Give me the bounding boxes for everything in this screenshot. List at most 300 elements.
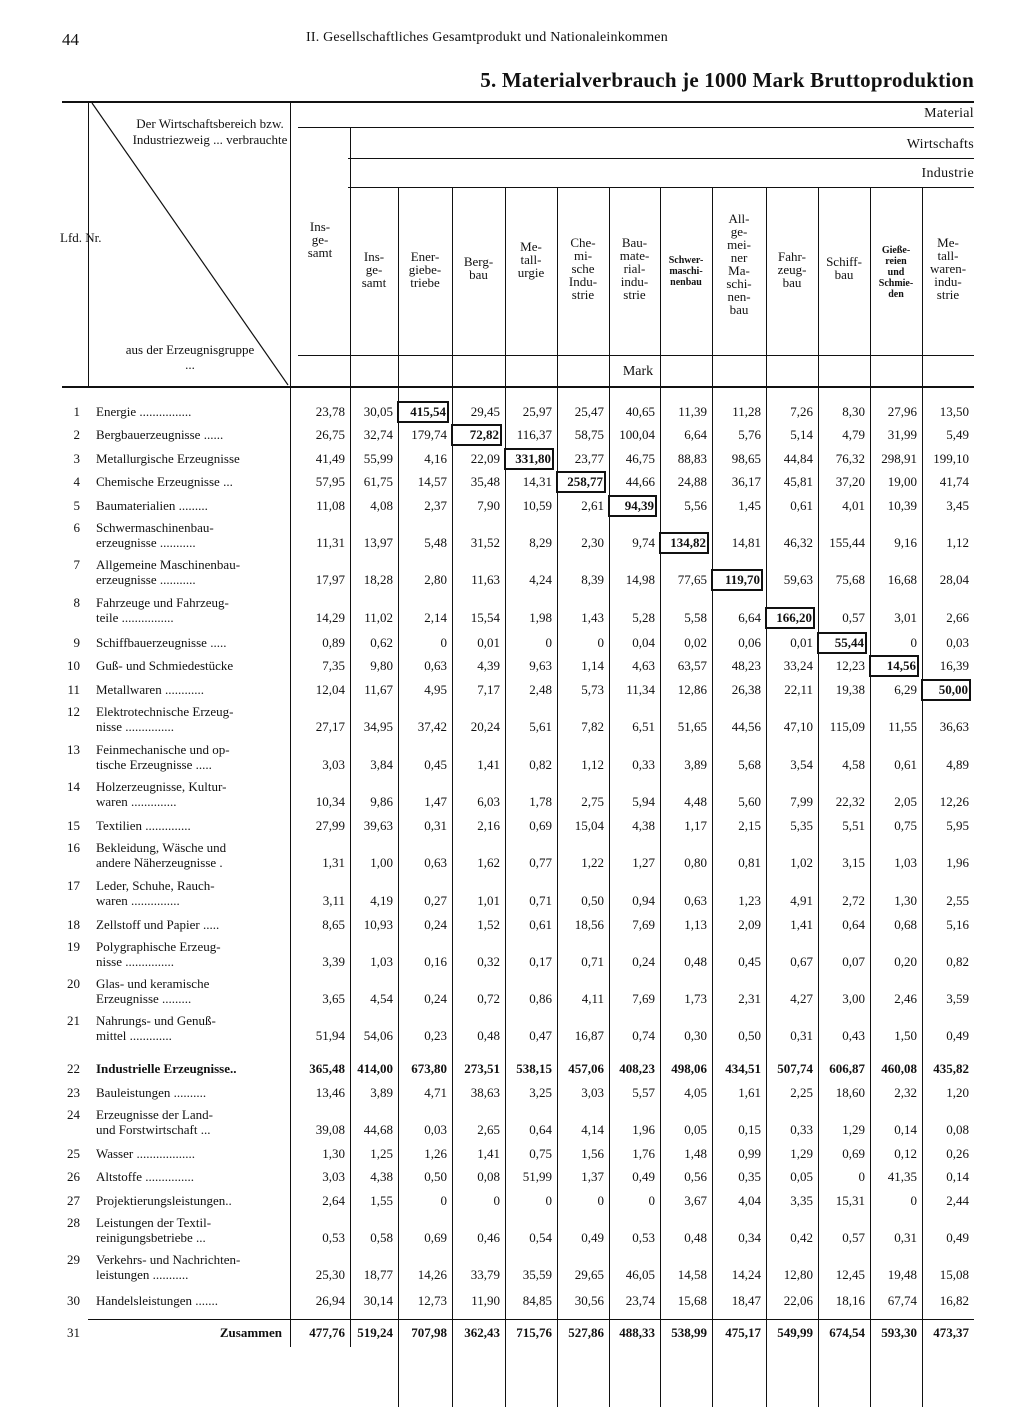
- table-cell: 0,14: [894, 1122, 917, 1137]
- table-cell: 179,74: [411, 427, 447, 442]
- table-cell: 4,58: [842, 757, 865, 772]
- table-cell: 0,14: [946, 1169, 969, 1184]
- column-header-8: Schwer- maschi- nenbau: [668, 255, 704, 288]
- corner-top-text: Der Wirtschaftsbereich bzw. Industriezweig ... verbrauchte: [132, 116, 288, 147]
- table-cell: 2,75: [581, 794, 604, 809]
- table-cell: 11,08: [316, 498, 345, 513]
- table-cell: 5,60: [738, 794, 761, 809]
- table-cell: 4,14: [581, 1122, 604, 1137]
- table-cell: 23,77: [574, 451, 604, 466]
- table-cell: 549,99: [777, 1325, 813, 1340]
- table-cell: 1,52: [477, 917, 500, 932]
- row-number: 3: [73, 451, 80, 466]
- table-cell: 0,49: [632, 1169, 655, 1184]
- row-label: Glas- und keramische Erzeugnisse .........: [96, 976, 210, 1006]
- table-cell: 12,04: [315, 682, 345, 697]
- table-cell: 4,27: [790, 991, 813, 1006]
- row-label: Bauleistungen ..........: [96, 1085, 207, 1100]
- table-cell: 44,56: [731, 719, 761, 734]
- table-cell: 0,68: [894, 917, 917, 932]
- table-cell: 0,67: [790, 954, 813, 969]
- table-cell: 4,71: [424, 1085, 447, 1100]
- table-cell: 4,48: [684, 794, 707, 809]
- table-cell: 14,57: [417, 474, 447, 489]
- table-cell: 54,06: [363, 1028, 393, 1043]
- table-cell: 0,63: [424, 658, 447, 673]
- band-industrie: Industrie: [921, 166, 974, 181]
- row-number: 30: [67, 1293, 80, 1308]
- row-number: 28: [67, 1215, 80, 1230]
- row-number: 23: [67, 1085, 80, 1100]
- table-cell: 8,29: [529, 535, 552, 550]
- table-cell: 1,37: [581, 1169, 604, 1184]
- table-cell: 0,50: [581, 893, 604, 908]
- row-label: Holzerzeugnisse, Kultur- waren ..............: [96, 779, 227, 809]
- table-cell: 5,68: [738, 757, 761, 772]
- table-cell: 3,89: [684, 757, 707, 772]
- table-cell: 14,24: [731, 1267, 761, 1282]
- table-cell: 674,54: [829, 1325, 865, 1340]
- row-label: Leistungen der Textil- reinigungsbetriebe ...: [96, 1215, 212, 1245]
- table-cell: 15,08: [939, 1267, 969, 1282]
- table-cell: 16,87: [574, 1028, 604, 1043]
- page-number: 44: [62, 30, 79, 49]
- table-cell: 1,23: [738, 893, 761, 908]
- table-cell: 2,64: [322, 1193, 345, 1208]
- table-cell: 75,68: [835, 572, 865, 587]
- table-cell: 10,39: [887, 498, 917, 513]
- table-cell: 72,82: [454, 427, 499, 443]
- table-cell: 0,45: [738, 954, 761, 969]
- table-cell: 6,03: [477, 794, 500, 809]
- table-cell: 0,30: [684, 1028, 707, 1043]
- band-wirtschafts: Wirtschafts: [906, 137, 974, 152]
- table-cell: 0,61: [790, 498, 813, 513]
- table-cell: 19,00: [887, 474, 917, 489]
- table-cell: 2,14: [424, 610, 447, 625]
- table-cell: 0,16: [424, 954, 447, 969]
- table-cell: 18,28: [363, 572, 393, 587]
- table-cell: 13,46: [315, 1085, 345, 1100]
- row-label: Nahrungs- und Genuß- mittel .............: [96, 1013, 216, 1043]
- table-cell: 37,42: [417, 719, 447, 734]
- row-label: Leder, Schuhe, Rauch- waren ...............: [96, 878, 215, 908]
- table-cell: 48,23: [731, 658, 761, 673]
- table-cell: 33,24: [783, 658, 813, 673]
- table-cell: 3,11: [322, 893, 345, 908]
- row-number: 16: [67, 840, 80, 855]
- table-cell: 5,35: [790, 818, 813, 833]
- table-cell: 477,76: [309, 1325, 345, 1340]
- table-cell: 0,75: [529, 1146, 552, 1161]
- table-cell: 10,93: [363, 917, 393, 932]
- table-cell: 7,69: [632, 917, 655, 932]
- table-cell: 12,23: [835, 658, 865, 673]
- table-cell: 0: [597, 1193, 604, 1208]
- column-header-7: Bau- mate- rial- indu- strie: [619, 235, 650, 302]
- table-cell: 94,39: [611, 498, 654, 514]
- table-cell: 365,48: [309, 1061, 345, 1076]
- table-cell: 4,91: [790, 893, 813, 908]
- table-cell: 27,99: [315, 818, 345, 833]
- table-cell: 0,82: [946, 954, 969, 969]
- table-cell: 0,32: [477, 954, 500, 969]
- table-cell: 35,48: [470, 474, 500, 489]
- table-cell: 593,30: [881, 1325, 917, 1340]
- table-cell: 5,94: [632, 794, 655, 809]
- row-label: Verkehrs- und Nachrichten- leistungen ...........: [96, 1252, 241, 1282]
- table-cell: 3,03: [322, 1169, 345, 1184]
- table-cell: 0,46: [477, 1230, 500, 1245]
- table-cell: 55,99: [363, 451, 393, 466]
- table-cell: 1,48: [684, 1146, 707, 1161]
- wirtschafts-band-rule: [348, 158, 974, 159]
- table-cell: 0,06: [738, 635, 761, 650]
- table-cell: 3,65: [322, 991, 345, 1006]
- table-cell: 4,63: [632, 658, 655, 673]
- column-divider: [350, 127, 351, 1347]
- table-cell: 29,45: [470, 404, 500, 419]
- table-cell: 23,74: [625, 1293, 655, 1308]
- table-cell: 36,63: [939, 719, 969, 734]
- table-cell: 475,17: [725, 1325, 761, 1340]
- table-cell: 51,94: [315, 1028, 345, 1043]
- table-cell: 11,28: [732, 404, 761, 419]
- table-cell: 4,16: [424, 451, 447, 466]
- table-cell: 7,82: [581, 719, 604, 734]
- table-cell: 0,61: [894, 757, 917, 772]
- table-cell: 15,54: [470, 610, 500, 625]
- column-header-12: Gieße- reien und Schmie- den: [878, 245, 914, 300]
- column-header-3: Ener- giebe- triebe: [408, 249, 442, 290]
- table-cell: 1,41: [477, 1146, 500, 1161]
- table-cell: 0,49: [946, 1028, 969, 1043]
- table-cell: 0,62: [370, 635, 393, 650]
- table-cell: 11,55: [888, 719, 917, 734]
- table-cell: 15,68: [677, 1293, 707, 1308]
- table-cell: 17,97: [315, 572, 345, 587]
- row-number: 25: [67, 1146, 80, 1161]
- table-cell: 0,42: [790, 1230, 813, 1245]
- table-cell: 1,14: [581, 658, 604, 673]
- table-cell: 362,43: [464, 1325, 500, 1340]
- table-cell: 0,45: [424, 757, 447, 772]
- table-cell: 0: [910, 1193, 917, 1208]
- table-cell: 1,55: [370, 1193, 393, 1208]
- table-cell: 18,16: [835, 1293, 865, 1308]
- row-label: Erzeugnisse der Land- und Forstwirtschaft ...: [96, 1107, 213, 1137]
- table-cell: 0,75: [894, 818, 917, 833]
- table-cell: 5,28: [632, 610, 655, 625]
- table-cell: 0,82: [529, 757, 552, 772]
- table-cell: 0,07: [842, 954, 865, 969]
- table-cell: 0,99: [738, 1146, 761, 1161]
- row-number: 18: [67, 917, 80, 932]
- table-cell: 0,24: [632, 954, 655, 969]
- table-cell: 12,26: [939, 794, 969, 809]
- table-cell: 26,75: [315, 427, 345, 442]
- table-cell: 4,08: [370, 498, 393, 513]
- table-cell: 0,31: [790, 1028, 813, 1043]
- table-cell: 4,04: [738, 1193, 761, 1208]
- table-cell: 1,27: [632, 855, 655, 870]
- table-cell: 44,68: [363, 1122, 393, 1137]
- table-cell: 1,01: [477, 893, 500, 908]
- table-cell: 34,95: [363, 719, 393, 734]
- row-label: Chemische Erzeugnisse ...: [96, 474, 233, 489]
- table-cell: 0,50: [738, 1028, 761, 1043]
- table-cell: 18,56: [574, 917, 604, 932]
- table-cell: 55,44: [820, 635, 864, 651]
- table-cell: 3,84: [370, 757, 393, 772]
- table-cell: 1,26: [424, 1146, 447, 1161]
- table-cell: 16,82: [939, 1293, 969, 1308]
- table-cell: 3,67: [684, 1193, 707, 1208]
- table-cell: 39,08: [315, 1122, 345, 1137]
- column-header-6: Che- mi- sche Indu- strie: [568, 235, 598, 302]
- table-cell: 0: [440, 1193, 447, 1208]
- table-cell: 434,51: [725, 1061, 761, 1076]
- row-label: Altstoffe ...............: [96, 1169, 194, 1184]
- table-cell: 538,99: [671, 1325, 707, 1340]
- table-cell: 37,20: [835, 474, 865, 489]
- row-number: 1: [73, 404, 80, 419]
- table-cell: 5,49: [946, 427, 969, 442]
- table-cell: 30,56: [574, 1293, 604, 1308]
- table-cell: 44,66: [625, 474, 655, 489]
- table-cell: 8,30: [842, 404, 865, 419]
- column-header-4: Berg- bau: [463, 254, 494, 282]
- table-cell: 67,74: [887, 1293, 917, 1308]
- table-cell: 1,98: [529, 610, 552, 625]
- table-cell: 0,77: [529, 855, 552, 870]
- table-cell: 1,41: [477, 757, 500, 772]
- row-label: Zellstoff und Papier .....: [96, 917, 220, 932]
- table-cell: 44,84: [783, 451, 813, 466]
- table-cell: 16,68: [887, 572, 917, 587]
- table-cell: 2,30: [581, 535, 604, 550]
- unit-label: Mark: [622, 364, 654, 379]
- table-cell: 0,49: [581, 1230, 604, 1245]
- table-cell: 19,38: [835, 682, 865, 697]
- material-band-rule: [298, 127, 974, 128]
- table-cell: 13,50: [939, 404, 969, 419]
- row-label: Polygraphische Erzeug- nisse ...............: [96, 939, 221, 969]
- table-cell: 51,99: [522, 1169, 552, 1184]
- table-cell: 2,37: [424, 498, 447, 513]
- table-cell: 457,06: [568, 1061, 604, 1076]
- column-header-10: Fahr- zeug- bau: [777, 249, 807, 290]
- table-cell: 155,44: [829, 535, 865, 550]
- table-cell: 435,82: [933, 1061, 969, 1076]
- table-cell: 4,54: [370, 991, 393, 1006]
- table-cell: 0,89: [322, 635, 345, 650]
- table-cell: 0,57: [842, 610, 865, 625]
- table-cell: 25,47: [574, 404, 604, 419]
- table-title: 5. Materialverbrauch je 1000 Mark Bruttoproduktion: [480, 68, 974, 92]
- table-cell: 9,86: [370, 794, 393, 809]
- lfd-nr-header: Lfd. Nr.: [60, 230, 102, 245]
- table-cell: 11,39: [678, 404, 707, 419]
- row-label: Textilien ..............: [96, 818, 191, 833]
- table-cell: 15,31: [835, 1193, 865, 1208]
- table-cell: 0,24: [424, 917, 447, 932]
- table-cell: 473,37: [933, 1325, 969, 1340]
- table-cell: 2,05: [894, 794, 917, 809]
- table-cell: 606,87: [829, 1061, 865, 1076]
- table-cell: 3,54: [790, 757, 813, 772]
- table-cell: 11,90: [471, 1293, 500, 1308]
- table-cell: 408,23: [619, 1061, 655, 1076]
- table-cell: 29,65: [574, 1267, 604, 1282]
- table-cell: 3,39: [322, 954, 345, 969]
- table-cell: 3,00: [842, 991, 865, 1006]
- table-cell: 1,30: [894, 893, 917, 908]
- table-cell: 98,65: [731, 451, 761, 466]
- table-cell: 2,09: [738, 917, 761, 932]
- table-cell: 59,63: [783, 572, 813, 587]
- table-cell: 50,00: [924, 682, 968, 698]
- table-cell: 14,26: [417, 1267, 447, 1282]
- row-label: Projektierungsleistungen..: [96, 1193, 232, 1208]
- table-cell: 707,98: [411, 1325, 447, 1340]
- table-cell: 5,57: [632, 1085, 655, 1100]
- table-cell: 77,65: [677, 572, 707, 587]
- table-cell: 38,63: [470, 1085, 500, 1100]
- table-cell: 5,95: [946, 818, 969, 833]
- table-cell: 0,74: [632, 1028, 655, 1043]
- table-cell: 1,00: [370, 855, 393, 870]
- table-cell: 26,94: [315, 1293, 345, 1308]
- running-head: II. Gesellschaftliches Gesamtprodukt und Nationaleinkommen: [306, 30, 668, 45]
- table-cell: 23,78: [315, 404, 345, 419]
- table-cell: 61,75: [363, 474, 393, 489]
- table-cell: 115,09: [829, 719, 865, 734]
- table-cell: 14,58: [677, 1267, 707, 1282]
- total-rule: [88, 1319, 974, 1320]
- row-label: Bergbauerzeugnisse ......: [96, 427, 224, 442]
- row-number: 26: [67, 1169, 80, 1184]
- table-cell: 134,82: [662, 535, 706, 551]
- row-label: Baumaterialien .........: [96, 498, 208, 513]
- table-cell: 12,86: [677, 682, 707, 697]
- table-cell: 1,50: [894, 1028, 917, 1043]
- table-cell: 31,52: [470, 535, 500, 550]
- table-cell: 1,76: [632, 1146, 655, 1161]
- table-cell: 16,39: [939, 658, 969, 673]
- row-label: Schwermaschinenbau- erzeugnisse ...........: [96, 520, 214, 550]
- table-cell: 0,08: [477, 1169, 500, 1184]
- table-cell: 0,34: [738, 1230, 761, 1245]
- table-cell: 76,32: [835, 451, 865, 466]
- table-cell: 46,05: [625, 1267, 655, 1282]
- table-cell: 0,61: [529, 917, 552, 932]
- table-cell: 1,61: [738, 1085, 761, 1100]
- table-cell: 0: [858, 1169, 865, 1184]
- row-number: 19: [67, 939, 80, 954]
- table-cell: 3,45: [946, 498, 969, 513]
- table-cell: 1,78: [529, 794, 552, 809]
- table-cell: 7,69: [632, 991, 655, 1006]
- table-cell: 1,12: [581, 757, 604, 772]
- table-cell: 1,20: [946, 1085, 969, 1100]
- table-cell: 31,99: [887, 427, 917, 442]
- table-cell: 3,89: [370, 1085, 393, 1100]
- table-cell: 11,67: [364, 682, 393, 697]
- table-cell: 3,03: [322, 757, 345, 772]
- table-cell: 0,05: [684, 1122, 707, 1137]
- table-cell: 2,46: [894, 991, 917, 1006]
- column-header-13: Me- tall- waren- indu- strie: [929, 235, 967, 302]
- table-cell: 2,80: [424, 572, 447, 587]
- table-cell: 4,01: [842, 498, 865, 513]
- table-cell: 9,74: [632, 535, 655, 550]
- table-cell: 3,25: [529, 1085, 552, 1100]
- table-cell: 2,61: [581, 498, 604, 513]
- table-cell: 14,98: [625, 572, 655, 587]
- table-cell: 0,31: [894, 1230, 917, 1245]
- table-cell: 4,24: [529, 572, 552, 587]
- table-cell: 0: [648, 1193, 655, 1208]
- table-cell: 0: [597, 635, 604, 650]
- table-cell: 0,15: [738, 1122, 761, 1137]
- row-number: 17: [67, 878, 80, 893]
- table-cell: 4,95: [424, 682, 447, 697]
- table-cell: 46,75: [625, 451, 655, 466]
- table-cell: 498,06: [671, 1061, 707, 1076]
- table-cell: 119,70: [714, 572, 760, 588]
- column-header-11: Schiff- bau: [826, 254, 862, 282]
- row-label: Bekleidung, Wäsche und andere Näherzeugnisse .: [96, 840, 227, 870]
- table-cell: 2,16: [477, 818, 500, 833]
- table-cell: 0,64: [842, 917, 865, 932]
- row-number: 8: [73, 595, 80, 610]
- row-label: Feinmechanische und op- tische Erzeugnisse .....: [96, 742, 230, 772]
- table-cell: 3,03: [581, 1085, 604, 1100]
- table-cell: 1,41: [790, 917, 813, 932]
- table-cell: 4,79: [842, 427, 865, 442]
- table-cell: 0,57: [842, 1230, 865, 1245]
- unit-band-rule: [298, 355, 974, 356]
- row-label: Wasser ..................: [96, 1146, 195, 1161]
- table-cell: 199,10: [933, 451, 969, 466]
- table-cell: 22,32: [835, 794, 865, 809]
- table-cell: 1,22: [581, 855, 604, 870]
- table-cell: 2,48: [529, 682, 552, 697]
- row-label: Elektrotechnische Erzeug- nisse ...............: [96, 704, 234, 734]
- table-cell: 47,10: [783, 719, 813, 734]
- table-cell: 1,03: [894, 855, 917, 870]
- table-cell: 298,91: [881, 451, 917, 466]
- table-cell: 3,59: [946, 991, 969, 1006]
- table-cell: 45,81: [783, 474, 813, 489]
- table-cell: 0,50: [424, 1169, 447, 1184]
- table-cell: 0,23: [424, 1028, 447, 1043]
- table-cell: 1,62: [477, 855, 500, 870]
- table-cell: 116,37: [516, 427, 552, 442]
- table-cell: 0,69: [529, 818, 552, 833]
- table-cell: 5,61: [529, 719, 552, 734]
- table-cell: 1,47: [424, 794, 447, 809]
- table-cell: 9,63: [529, 658, 552, 673]
- row-number: 13: [67, 742, 80, 757]
- table-cell: 1,12: [946, 535, 969, 550]
- table-cell: 0,05: [790, 1169, 813, 1184]
- table-cell: 18,60: [835, 1085, 865, 1100]
- table-cell: 0,80: [684, 855, 707, 870]
- table-cell: 460,08: [881, 1061, 917, 1076]
- table-cell: 12,45: [835, 1267, 865, 1282]
